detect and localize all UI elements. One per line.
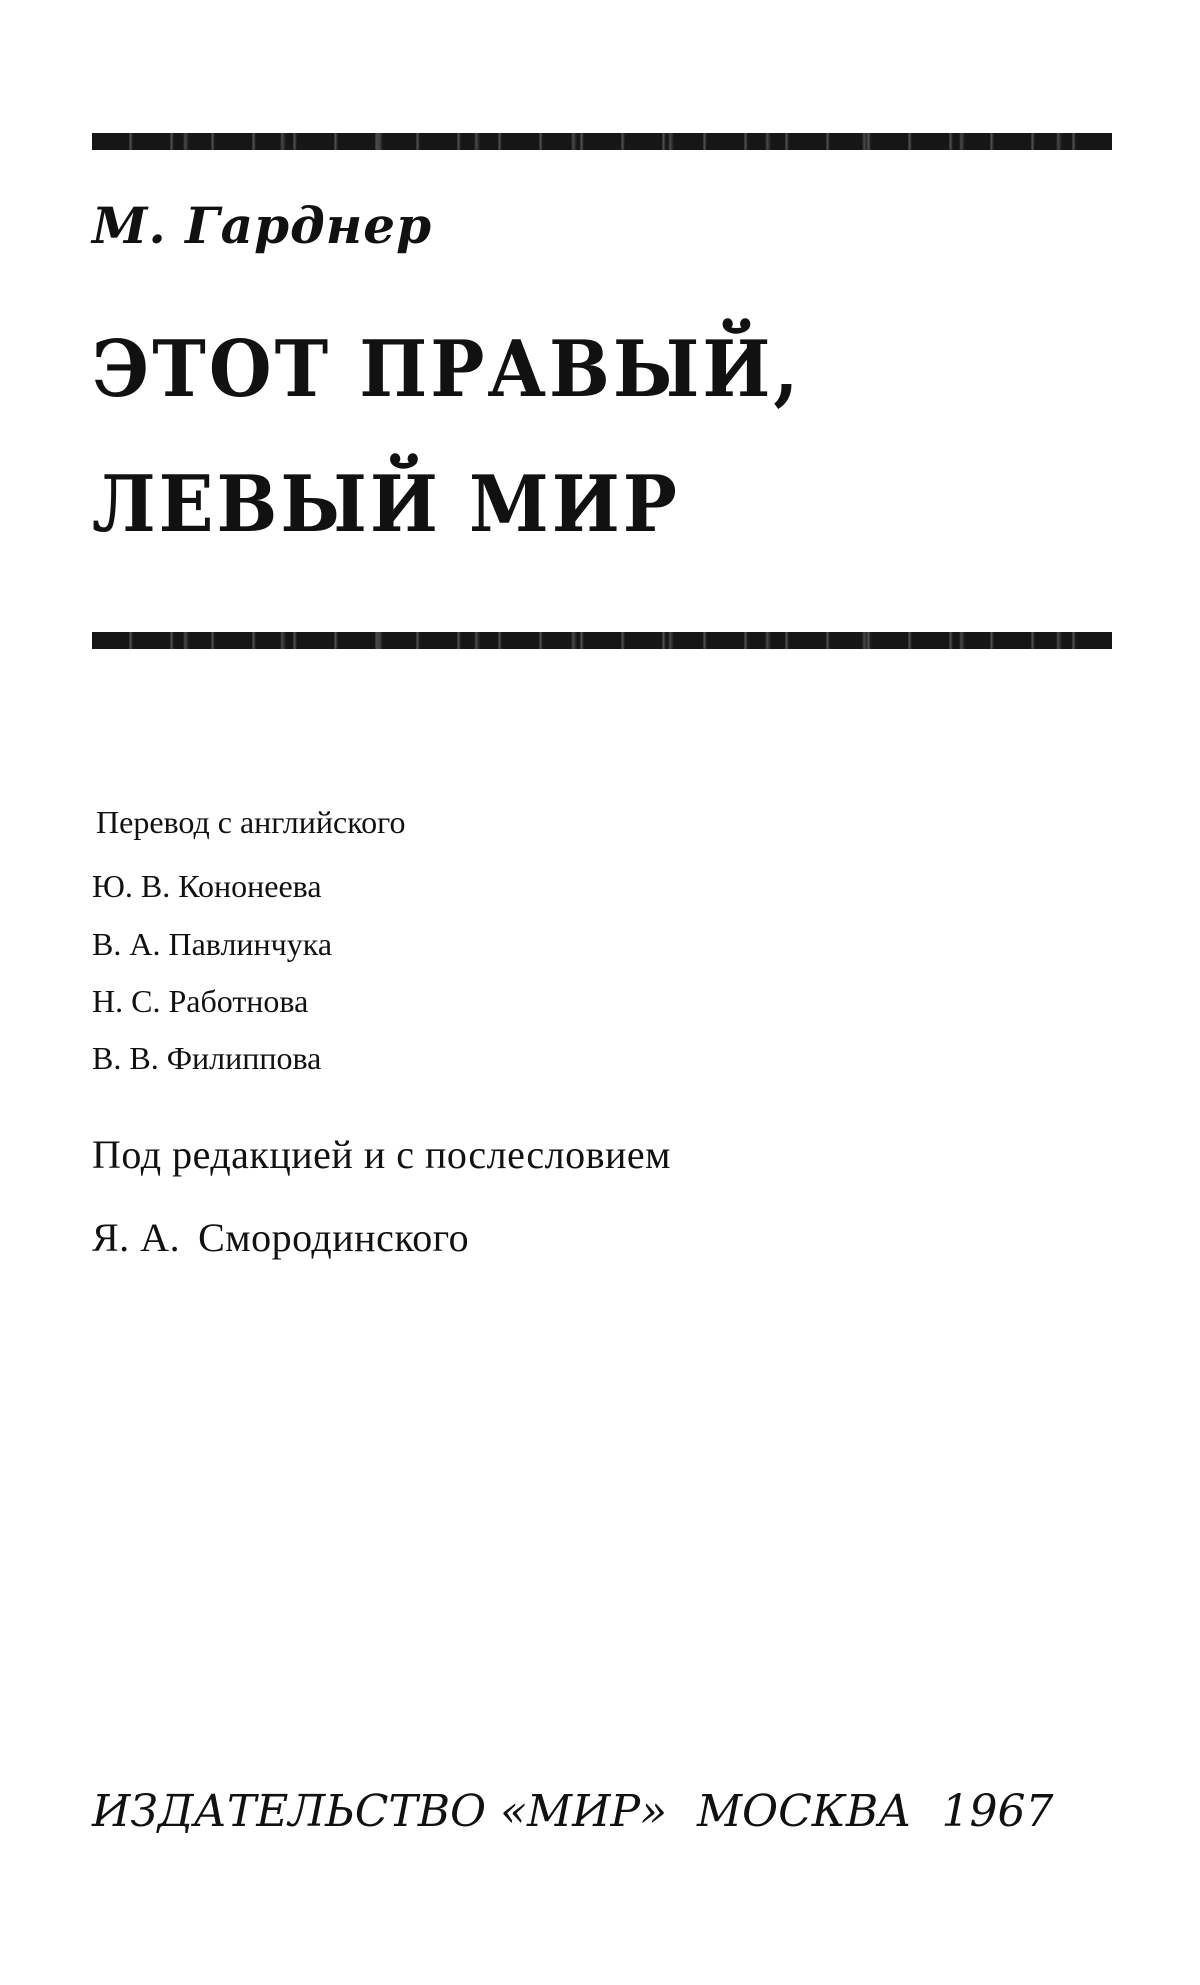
book-title-line-1: ЭТОТ ПРАВЫЙ, (92, 322, 802, 415)
author-name: М. Гарднер (92, 196, 433, 255)
editor-name: Смородинского (198, 1215, 470, 1260)
publication-city: МОСКВА (697, 1786, 912, 1837)
book-title-line-2: ЛЕВЫЙ МИР (92, 457, 680, 550)
editorial-note: Под редакцией и с послесловием (92, 1132, 671, 1177)
translation-note: Перевод с английского (96, 804, 406, 840)
top-decorative-rule (92, 133, 1112, 150)
translator-name: Н. С. Работнова (92, 983, 309, 1019)
publisher-imprint (92, 1786, 1054, 1837)
translator-name: В. В. Филиппова (92, 1040, 322, 1076)
translator-name: Ю. В. Кононеева (92, 868, 322, 904)
publication-year: 1967 (941, 1786, 1054, 1837)
translator-name: В. А. Павлинчука (92, 926, 333, 962)
bottom-decorative-rule (92, 632, 1112, 649)
publisher-name: ИЗДАТЕЛЬСТВО «МИР» (92, 1786, 667, 1837)
editor-credit (92, 1215, 470, 1260)
editor-initials: Я. А. (92, 1215, 181, 1260)
